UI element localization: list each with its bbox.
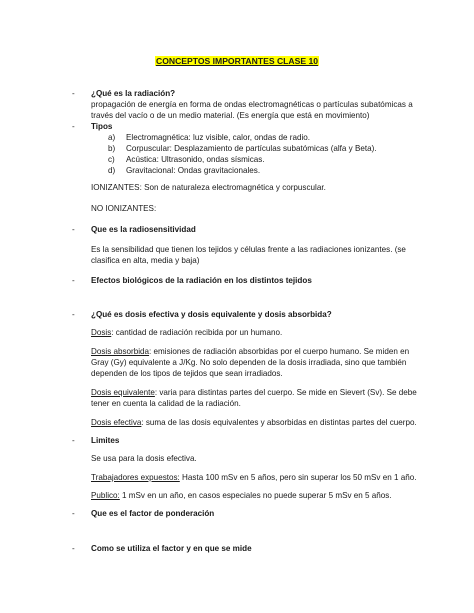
dosis-absorbida-definition: Dosis absorbida: emisiones de radiación absorbidas por el cuerpo humano. Se miden en: [91, 347, 410, 356]
dash-marker: -: [72, 276, 75, 285]
dosis-definition: Dosis: cantidad de radiación recibida por un humano.: [91, 328, 283, 337]
dash-marker: -: [72, 544, 75, 553]
document-title: CONCEPTOS IMPORTANTES CLASE 10: [155, 56, 319, 66]
ionizantes-text: IONIZANTES: Son de naturaleza electromagnética y corpuscular.: [91, 183, 326, 192]
trabajadores-definition: Trabajadores expuestos: Hasta 100 mSv en 5 años, pero sin superar los 50 mSv en 1 año.: [91, 473, 417, 482]
limites-intro: Se usa para la dosis efectiva.: [91, 454, 197, 463]
publico-definition: Publico: 1 mSv en un año, en casos especiales no puede superar 5 mSv en 5 años.: [91, 491, 392, 500]
question-dosis: ¿Qué es dosis efectiva y dosis equivalente y dosis absorbida?: [91, 310, 332, 319]
list-item: Electromagnética: luz visible, calor, ondas de radio.: [126, 133, 311, 142]
heading-tipos: Tipos: [91, 122, 113, 131]
dash-marker: -: [72, 310, 75, 319]
dash-marker: -: [72, 89, 75, 98]
body-line: través del vacío o de un medio material. (Es energía que está en movimiento): [91, 111, 370, 120]
body-line: propagación de energía en forma de ondas electromagnéticas o partículas subatómicas a: [91, 100, 413, 109]
body-line: Es la sensibilidad que tienen los tejidos y células frente a las radiaciones ionizantes. (se: [91, 245, 406, 254]
dosis-absorbida-term: Dosis absorbida: [91, 347, 150, 356]
question-factor-ponderacion: Que es el factor de ponderación: [91, 509, 215, 518]
body-line: tener en cuenta la calidad de la radiación.: [91, 399, 241, 408]
question-efectos-biologicos: Efectos biológicos de la radiación en los distintos tejidos: [91, 276, 312, 285]
dosis-efectiva-term: Dosis efectiva: [91, 418, 142, 427]
body-line: clasifica en alta, media y baja): [91, 256, 200, 265]
body-line: dependen de los tipos de tejidos que sean irradiados.: [91, 369, 283, 378]
question-factor-uso: Como se utiliza el factor y en que se mide: [91, 544, 252, 553]
list-marker: a): [108, 133, 116, 142]
list-marker: c): [108, 155, 115, 164]
dash-marker: -: [72, 509, 75, 518]
dash-marker: -: [72, 122, 75, 131]
dosis-term: Dosis: [91, 328, 112, 337]
trabajadores-term: Trabajadores expuestos:: [91, 473, 180, 482]
list-item: Gravitacional: Ondas gravitacionales.: [126, 166, 261, 175]
dosis-equivalente-definition: Dosis equivalente: varia para distintas partes del cuerpo. Se mide en Sievert (Sv). Se debe: [91, 388, 417, 397]
body-line: Gray (Gy) equivalente a J/Kg. No solo dependen de la dosis irradiada, sino que también: [91, 358, 407, 367]
heading-limites: Limites: [91, 436, 120, 445]
publico-term: Publico:: [91, 491, 120, 500]
list-marker: d): [108, 166, 116, 175]
no-ionizantes-text: NO IONIZANTES:: [91, 204, 157, 213]
list-item: Corpuscular: Desplazamiento de partículas subatómicas (alfa y Beta).: [126, 144, 377, 153]
list-marker: b): [108, 144, 116, 153]
list-item: Acústica: Ultrasonido, ondas sísmicas.: [126, 155, 265, 164]
dash-marker: -: [72, 436, 75, 445]
question-radiacion: ¿Qué es la radiación?: [91, 89, 176, 98]
dash-marker: -: [72, 225, 75, 234]
dosis-equivalente-term: Dosis equivalente: [91, 388, 155, 397]
dosis-efectiva-definition: Dosis efectiva: suma de las dosis equivalentes y absorbidas en distintas partes del cuerpo.: [91, 418, 417, 427]
question-radiosensitividad: Que es la radiosensitividad: [91, 225, 196, 234]
